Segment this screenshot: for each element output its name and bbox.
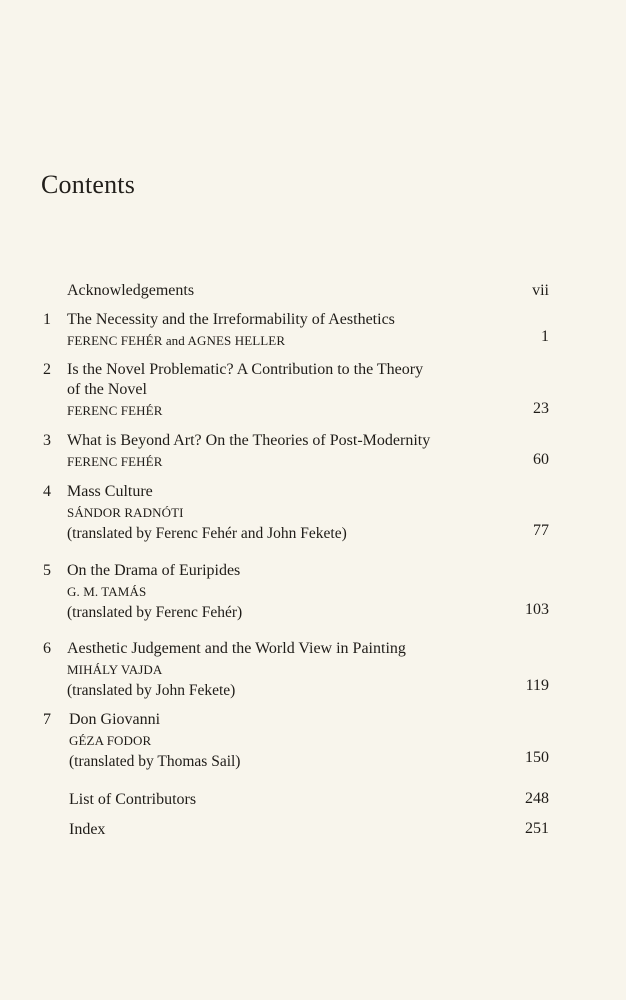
toc-entry-translator: (translated by Thomas Sail) [69, 753, 241, 770]
toc-entry-author: FERENC FEHÉR and AGNES HELLER [67, 333, 286, 348]
toc-entry-number: 6 [43, 640, 51, 657]
toc-entry-page: vii [532, 282, 549, 299]
toc-entry-author: FERENC FEHÉR [67, 454, 163, 469]
toc-entry-author: GÉZA FODOR [69, 733, 152, 748]
toc-entry-number: 2 [43, 361, 51, 378]
toc-entry-page: 119 [525, 677, 549, 694]
page-title: Contents [41, 170, 136, 199]
toc-entry-title: Mass Culture [67, 483, 153, 500]
toc-entry-translator: (translated by Ferenc Fehér) [67, 604, 243, 621]
toc-entry-author: FERENC FEHÉR [67, 403, 163, 418]
toc-entry-number: 5 [43, 562, 51, 579]
toc-entry-number: 7 [43, 711, 51, 728]
toc-entry-number: 1 [43, 311, 51, 328]
toc-entry-page: 150 [525, 749, 549, 766]
toc-entry-title-continued: of the Novel [67, 381, 147, 398]
toc-entry-title: List of Contributors [69, 791, 197, 808]
toc-entry-page: 103 [525, 601, 549, 618]
toc-entry-title: Is the Novel Problematic? A Contribution to the Theory [67, 361, 424, 378]
toc-entry-page: 60 [533, 451, 549, 468]
toc-entry-author: G. M. TAMÁS [67, 584, 147, 599]
toc-entry-title: The Necessity and the Irreformability of Aesthetics [67, 311, 395, 328]
toc-entry-title: Acknowledgements [67, 282, 195, 299]
toc-entry-title: On the Drama of Euripides [67, 562, 241, 579]
toc-entry-page: 251 [525, 820, 549, 837]
toc-entry-translator: (translated by Ferenc Fehér and John Fekete) [67, 525, 347, 542]
toc-entry-title: Aesthetic Judgement and the World View in Painting [67, 640, 406, 657]
toc-entry-number: 4 [43, 483, 51, 500]
toc-entry-title: Index [69, 821, 106, 838]
toc-entry-translator: (translated by John Fekete) [67, 682, 236, 699]
toc-entry-title: What is Beyond Art? On the Theories of Post-Modernity [67, 432, 431, 449]
toc-entry-page: 1 [541, 328, 549, 345]
toc-entry-number: 3 [43, 432, 51, 449]
toc-entry-page: 77 [533, 522, 549, 539]
toc-entry-author: MIHÁLY VAJDA [67, 662, 163, 677]
toc-entry-author: SÁNDOR RADNÓTI [67, 505, 184, 520]
toc-entry-page: 248 [525, 790, 549, 807]
toc-entry-title: Don Giovanni [69, 711, 161, 728]
toc-entry-page: 23 [533, 400, 549, 417]
